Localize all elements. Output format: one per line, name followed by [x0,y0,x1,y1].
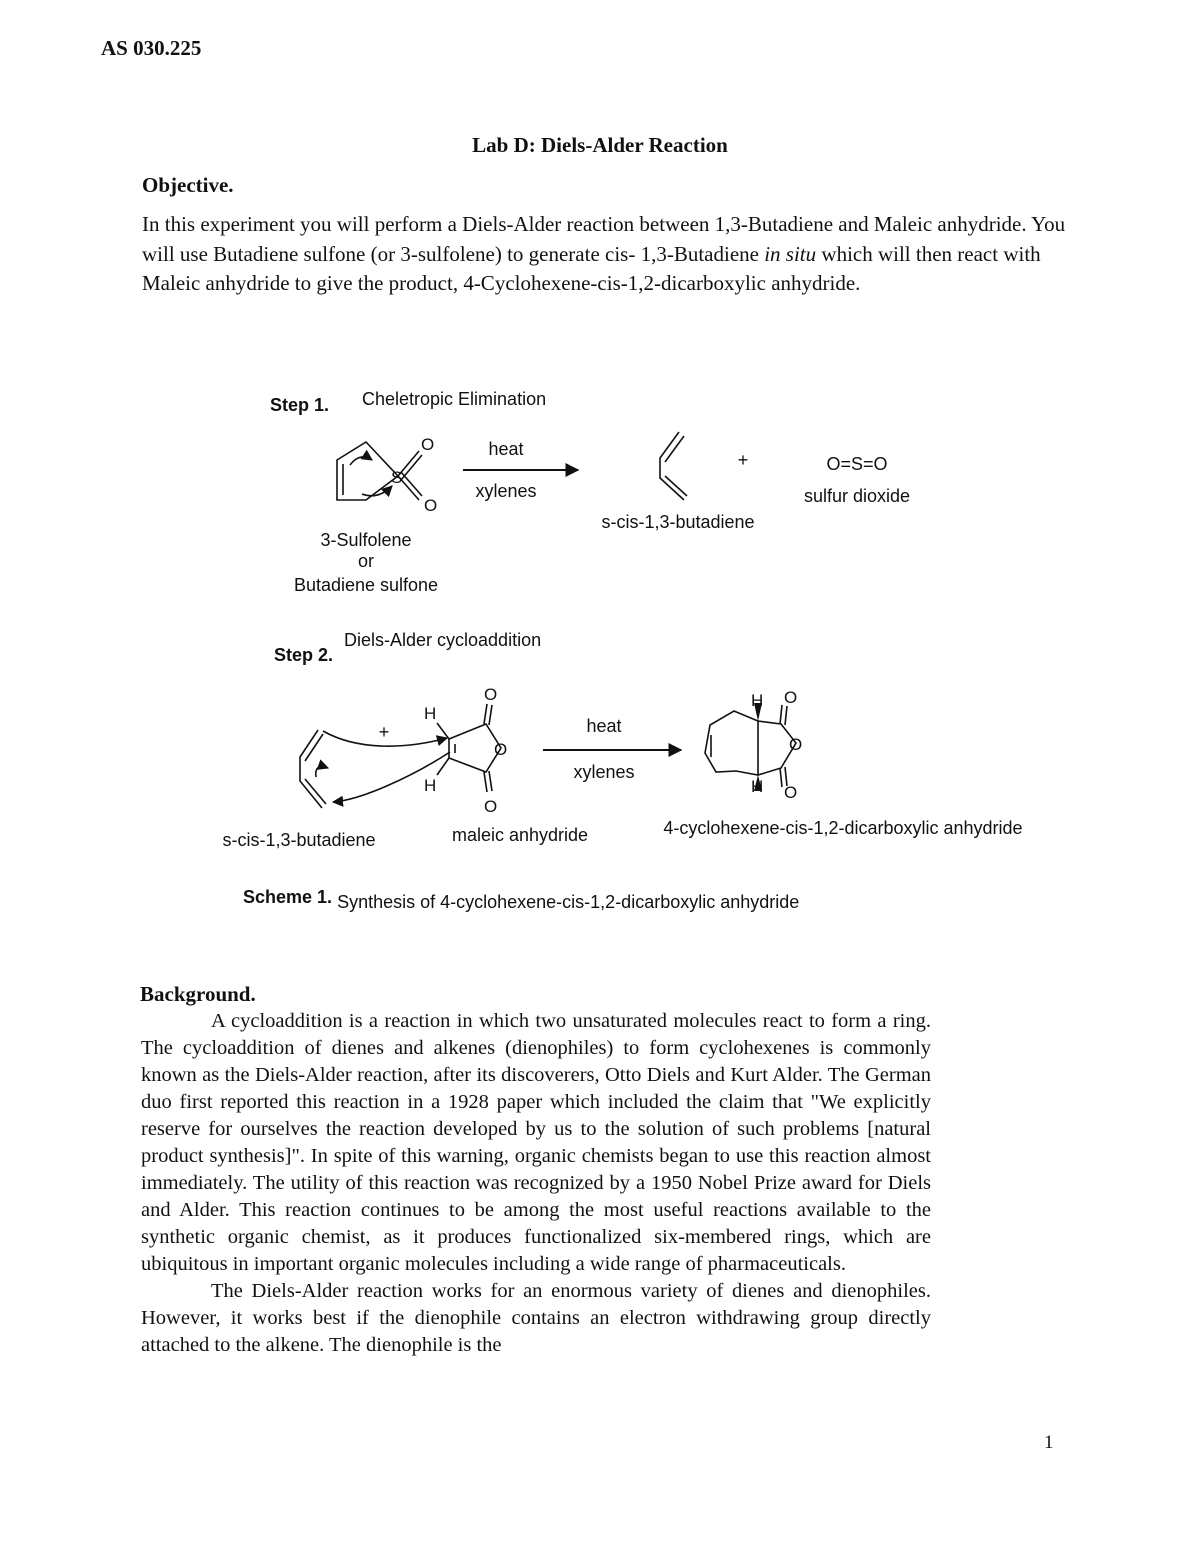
step1-product2-formula: O=S=O [826,454,888,474]
step2-diene-name: s-cis-1,3-butadiene [222,830,376,850]
scheme-caption-label: Scheme 1. [243,887,333,907]
step2-product-name: 4-cyclohexene-cis-1,2-dicarboxylic anhydride [663,818,1023,838]
course-code: AS 030.225 [101,36,202,60]
sulfolene-o-bottom: O [424,496,438,515]
step1-condition-xylenes: xylenes [475,481,537,501]
step1-plus: + [737,450,749,470]
background-paragraph-2: The Diels-Alder reaction works for an enormous variety of dienes and dienophiles. However, it works best if the dienophile contains an electron withdrawing group directly attached to the alkene. The dienophile is the [141,1280,931,1356]
step2-label: Step 2. [274,645,334,665]
step2-dienophile-name: maleic anhydride [451,825,589,845]
maleic-o-top: O [484,685,498,704]
objective-italic-in-situ: in situ [764,241,817,266]
background-paragraph-1: A cycloaddition is a reaction in which two unsaturated molecules react to form a ring. The cycloaddition of dienes and alkenes (dienophiles) to form cyclohexenes is commonly known as the Diels-Alder reaction, after its discoverers, Otto Diels and Kurt Alder. The German duo first reported this reaction in a 1928 paper which included the claim that "We explicitly reserve for ourselves the reaction developed by us to the solution of such problems [natural product synthesis]". In spite of this warning, organic chemists began to use this reaction almost immediately. The utility of this reaction was recognized by a 1950 Nobel Prize award for Diels and Alder. This reaction continues to be among the most useful reactions available to the synthetic organic chemist, as it produces functionalized six-membered rings, which are ubiquitous in important organic molecules including a wide range of pharmaceuticals. [141,1010,931,1275]
step1-product2-name: sulfur dioxide [803,486,911,506]
objective-text-start: In this experiment you will perform a Diels-Alder reaction between 1,3-Butadiene and Maleic anhydride. You will use Butadiene sulfone (or 3-sulfolene) to generate cis- 1,3-Butadiene [142,212,1066,266]
reactant-name-line2: or [357,551,375,571]
maleic-h-top: H [424,704,437,723]
step2-condition-xylenes: xylenes [573,762,635,782]
background-heading: Background. [140,982,256,1006]
sulfolene-structure [337,442,422,500]
diene-structure [300,730,328,808]
butadiene-structure [660,432,687,500]
objective-heading: Objective. [142,173,234,197]
step1-label: Step 1. [270,395,330,415]
product-structure [705,705,796,787]
objective-text-end: which will then react with Maleic anhydride to give the product, 4-Cyclohexene-cis-1,2-dicarboxylic anhydride. [142,241,1041,295]
product-o-ring: O [789,735,803,754]
step1-title: Cheletropic Elimination [362,389,547,409]
step1-condition-heat: heat [488,439,524,459]
step2-title: Diels-Alder cycloaddition [344,630,542,650]
maleic-h-bottom: H [424,776,437,795]
product-h-top: H [751,691,764,710]
product-o-top: O [784,688,798,707]
product-h-bottom: H [751,777,764,796]
product-o-bottom: O [784,783,798,802]
maleic-o-bottom: O [484,797,498,816]
page-number: 1 [1044,1432,1054,1453]
sulfolene-o-top: O [421,435,435,454]
scheme-caption [243,887,799,912]
maleic-anhydride-structure [437,704,501,792]
step1-product1-name: s-cis-1,3-butadiene [601,512,755,532]
sulfolene-s-atom: S [391,468,403,487]
reactant-name-line3: Butadiene sulfone [293,575,439,595]
step2-condition-heat: heat [586,716,622,736]
reactant-name-line1: 3-Sulfolene [320,530,412,550]
step2-plus: + [378,722,390,742]
background-body [141,1008,931,1359]
maleic-o-ring: O [494,740,508,759]
page-title: Lab D: Diels-Alder Reaction [472,133,728,157]
scheme-caption-text: Synthesis of 4-cyclohexene-cis-1,2-dicarboxylic anhydride [337,892,800,912]
